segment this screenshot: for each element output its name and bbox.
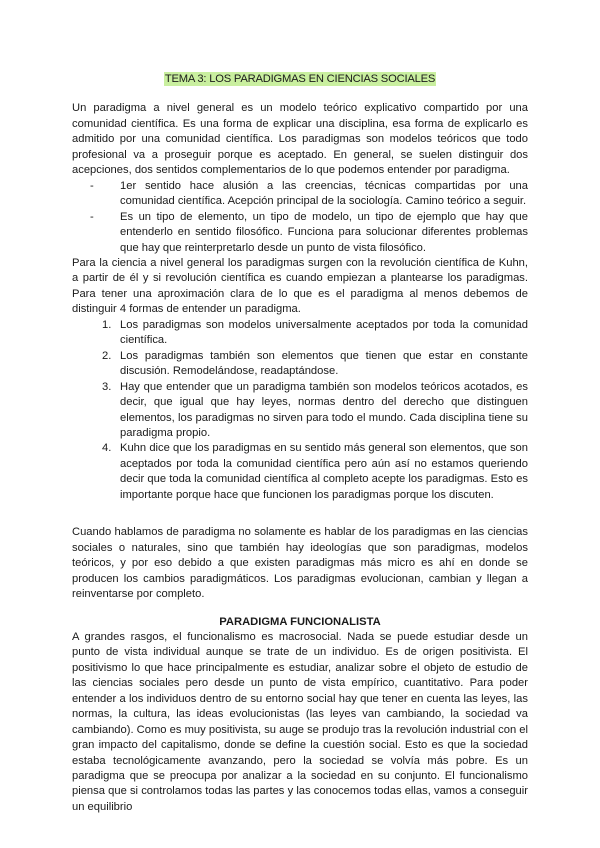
- list-item-text: Los paradigmas son modelos universalmente aceptados por toda la comunidad científica.: [120, 318, 528, 347]
- list-item: [72, 380, 528, 442]
- number-marker: 2.: [102, 349, 112, 362]
- list-item: [72, 318, 528, 349]
- list-item: [72, 349, 528, 380]
- kuhn-paragraph: Para la ciencia a nivel general los paradigmas surgen con la revolución científica de Kuhn, a partir de él y si revolución científica es cuando empiezan a plantearse los paradigmas. Para tener una aproximación clara de lo que es el paradigma al menos debemos de distinguir 4 formas de entender un paradigma.: [72, 256, 528, 316]
- intro-paragraph: Un paradigma a nivel general es un modelo teórico explicativo compartido por una comunidad científica. Es una forma de explicar una disciplina, esa forma de explicarlo es admitido por una comunidad científica. Los paradigmas son modelos teóricos que todo profesional va a proseguir porque es aceptado. En general, se suelen distinguir dos acepciones, dos sentidos complementarios de lo que podemos entender por paradigma.: [72, 102, 528, 177]
- bullet-marker: -: [90, 210, 94, 223]
- spacer: [72, 503, 528, 525]
- section-heading: PARADIGMA FUNCIONALISTA: [219, 615, 381, 628]
- list-item: [72, 441, 528, 503]
- document-page: [72, 72, 528, 815]
- list-item-text: 1er sentido hace alusión a las creencias, técnicas compartidas por una comunidad científica. Acepción principal de la sociología. Camino teórico a seguir.: [120, 179, 528, 208]
- number-marker: 1.: [102, 318, 112, 331]
- numbered-list: [72, 318, 528, 503]
- list-item-text: Es un tipo de elemento, un tipo de modelo, un tipo de ejemplo que hay que entenderlo en sentido filosófico. Funciona para solucionar diferentes problemas que hay que reinterpretarlo desde un punto de vista filosófico.: [120, 210, 528, 254]
- title-highlight: TEMA 3: LOS PARADIGMAS EN CIENCIAS SOCIALES: [164, 73, 436, 85]
- list-item: [72, 179, 528, 210]
- functionalism-paragraph: A grandes rasgos, el funcionalismo es macrosocial. Nada se puede estudiar desde un punto de vista individual aunque se trate de un individuo. Es de origen positivista. El positivismo lo que hace principalmente es estudiar, analizar sobre el objeto de estudio de las ciencias sociales pero desde un punto de vista empírico, cuantitativo. Para poder entender a los individuos dentro de su entorno social hay que tener en cuenta las leyes, las normas, la cultura, las ideas evolucionistas (las leyes van cambiando, la sociedad va cambiando). Como es muy positivista, su auge se produjo tras la revolución industrial con el gran impacto del capitalismo, donde se define la cuestión social. Esto es que la sociedad estaba tecnológicamente avanzando, pero la sociedad se volvía más pobre. Es un paradigma que se preocupa por analizar a la sociedad en su conjunto. El funcionalismo piensa que si controlamos todas las partes y las conocemos todas ellas, vamos a conseguir un equilibrio: [72, 630, 528, 813]
- number-marker: 4.: [102, 442, 112, 455]
- list-item: [72, 210, 528, 256]
- number-marker: 3.: [102, 380, 112, 393]
- document-title: [72, 72, 528, 87]
- list-item-text: Los paradigmas también son elementos que tienen que estar en constante discusión. Remodelándose, readaptándose.: [120, 349, 528, 378]
- bullet-list: [72, 179, 528, 256]
- list-item-text: Hay que entender que un paradigma también son modelos teóricos acotados, es decir, que igual que hay leyes, normas dentro del derecho que distinguen elementos, los paradigmas no sirven para todo el mundo. Cada disciplina tiene su paradigma propio.: [120, 380, 528, 439]
- list-item-text: Kuhn dice que los paradigmas en su sentido más general son elementos, que son aceptados por toda la comunidad científica pero aún así no estamos queriendo decir que toda la comunidad científica al completo acepte los paradigmas. Esto es importante porque hace que funcionen los paradigmas porque los discuten.: [120, 442, 528, 501]
- ideologies-paragraph: Cuando hablamos de paradigma no solamente es hablar de los paradigmas en las ciencias sociales o naturales, sino que también hay ideologías que son paradigmas, modelos teóricos, y por eso debido a que existen paradigmas más micro es ahí en donde se producen los cambios paradigmáticos. Los paradigmas evolucionan, cambian y llegan a reinventarse por completo.: [72, 526, 528, 601]
- bullet-marker: -: [90, 179, 94, 192]
